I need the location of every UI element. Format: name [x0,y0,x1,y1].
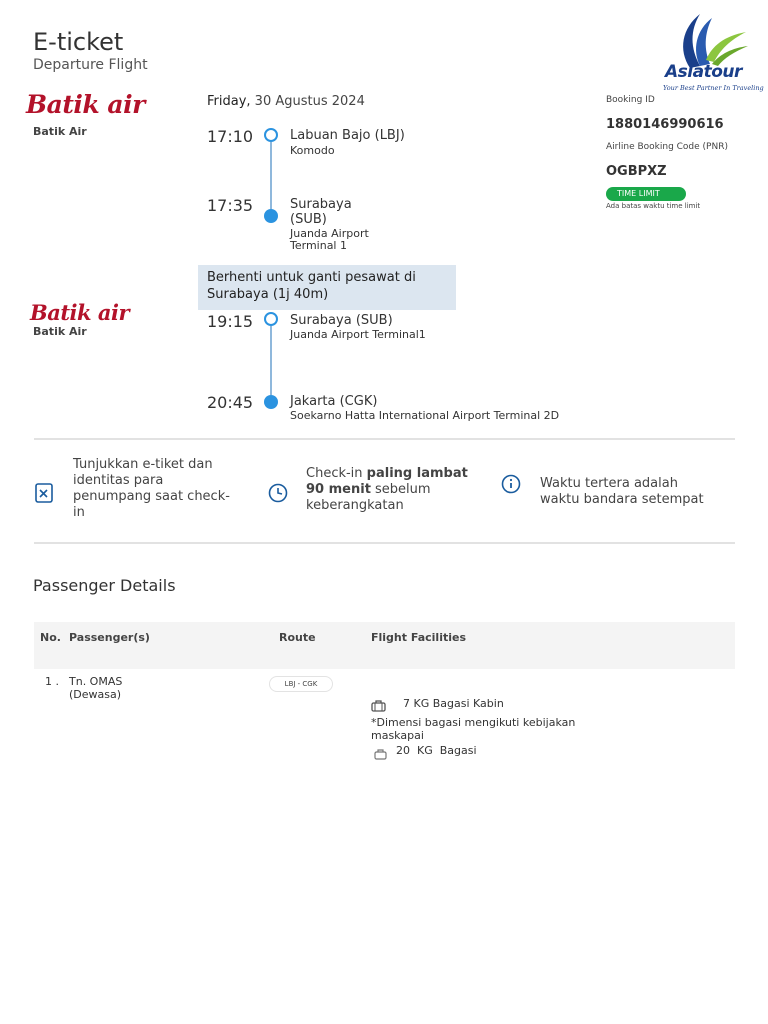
cabin-bag-icon [371,697,386,716]
flight-date [207,94,365,109]
flight-day: Friday, [207,94,251,109]
cabin-baggage: 7 KG Bagasi Kabin [403,697,504,710]
passenger-type: (Dewasa) [69,688,122,701]
passenger-section-title: Passenger Details [33,576,176,595]
baggage-note: *Dimensi bagasi mengikuti kebijakan maskapai [371,716,576,742]
time-limit-badge: TIME LIMIT [606,187,686,201]
pnr-code: OGBPXZ [606,164,667,179]
departure-airport: Komodo [290,144,335,157]
col-passenger: Passenger(s) [69,631,150,644]
clock-icon [268,483,288,507]
arrival-airport: Soekarno Hatta International Airport Terminal 2D [290,409,560,422]
arrival-dot-icon [264,209,278,223]
arrival-code: (SUB) [290,212,327,227]
airline-name: Batik Air [33,325,87,338]
arrival-time: 20:45 [207,393,254,412]
departure-time: 19:15 [207,312,254,331]
departure-place: Labuan Bajo (LBJ) [290,128,405,143]
checkin-text-c: 90 menit [306,482,371,497]
baggage-icon [374,745,387,764]
route-badge: LBJ - CGK [269,676,333,692]
col-no: No. [40,631,61,644]
pnr-label: Airline Booking Code (PNR) [606,142,728,152]
page-title: E-ticket [33,28,124,56]
arrival-place: Surabaya [290,197,352,212]
stopover-banner: Berhenti untuk ganti pesawat di Surabaya (1j 40m) [198,265,456,310]
table-header [34,622,735,669]
departure-place: Surabaya (SUB) [290,313,393,328]
divider [34,542,735,544]
airline-name: Batik Air [33,125,87,138]
departure-time: 17:10 [207,127,254,146]
arrival-dot-icon [264,395,278,409]
departure-dot-icon [264,128,278,142]
arrival-place: Jakarta (CGK) [290,394,378,409]
asiatour-logo [660,10,764,94]
asiatour-swoosh-icon [660,10,752,70]
ticket-id-icon [35,483,53,507]
flight-date-rest: 30 Agustus 2024 [250,94,365,109]
booking-id-label: Booking ID [606,95,655,105]
departure-airport: Juanda Airport Terminal1 [290,328,426,341]
checkin-text-a: Check-in [306,466,367,481]
info-icon [501,474,521,498]
booking-id: 1880146990616 [606,117,724,132]
timeline-line [270,326,272,395]
info-local-time: Waktu tertera adalah waktu bandara setempat [540,476,704,507]
time-limit-note: Ada batas waktu time limit [606,202,701,210]
brand-tagline: Your Best Partner In Traveling [663,84,764,92]
checked-baggage: 20 KG Bagasi [396,744,477,757]
arrival-airport: Juanda Airport [290,227,369,240]
checkin-text-d: sebelum keberangkatan [306,482,431,513]
brand-name: Asiatour [665,62,742,82]
info-show-ticket: Tunjukkan e-tiket dan identitas para penumpang saat check-in [73,457,230,520]
arrival-terminal: Terminal 1 [290,239,347,252]
col-facilities: Flight Facilities [371,631,467,644]
batik-air-logo: Batik air [30,300,130,325]
batik-air-logo: Batik air [26,90,145,119]
passenger-no: 1 . [45,675,59,688]
col-route: Route [279,631,316,644]
arrival-time: 17:35 [207,196,254,215]
divider [34,438,735,440]
timeline-line [270,142,272,209]
page-subtitle: Departure Flight [33,57,148,73]
departure-dot-icon [264,312,278,326]
checkin-text-b: paling lambat [366,466,468,481]
passenger-name: Tn. OMAS [69,675,123,688]
info-checkin [306,466,471,514]
